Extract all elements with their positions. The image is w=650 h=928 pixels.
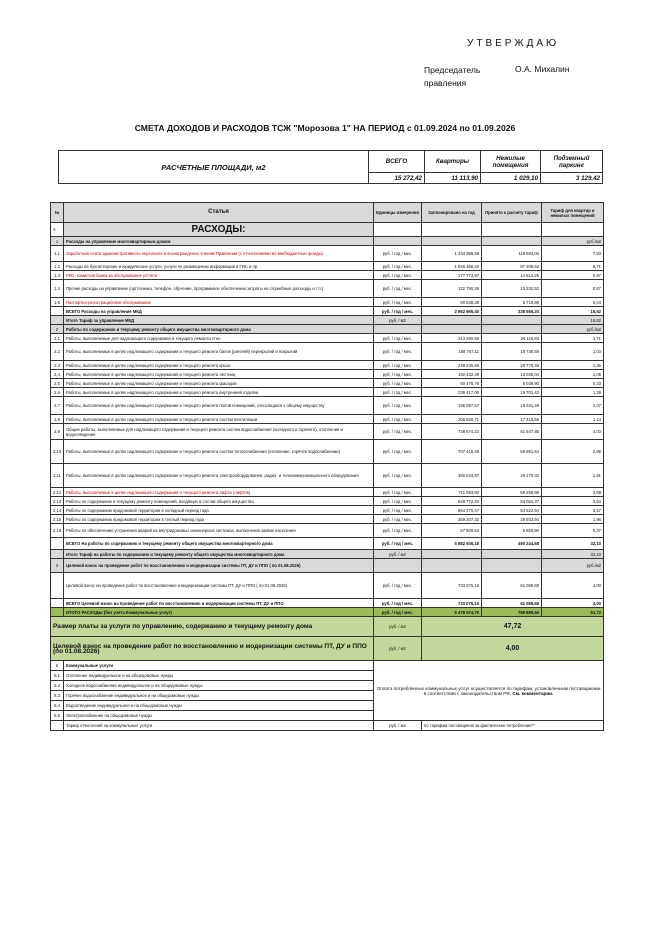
row-accepted: 16 341,49 xyxy=(482,397,542,415)
utility-number: 6.2 xyxy=(51,681,64,691)
row-title: Работы по обеспечению устранения аварий на внутридомовых инженерных системах, выполнения заявок населения xyxy=(64,524,374,538)
budget-row xyxy=(51,464,604,488)
row-planned: 648 772,40 xyxy=(422,497,482,506)
row-tariff: 1,71 xyxy=(542,334,604,343)
row-number xyxy=(51,538,64,550)
budget-table xyxy=(50,202,604,731)
row-planned: 1 434 996,58 xyxy=(422,246,482,262)
row-accepted xyxy=(482,559,542,573)
row-accepted: 61 089,68 xyxy=(482,599,542,608)
row-planned: 177 773,97 xyxy=(422,271,482,280)
row-unit: руб. / год / мес. xyxy=(374,280,422,298)
row-accepted: 54 064,37 xyxy=(482,497,542,506)
budget-row xyxy=(51,524,604,538)
row-number: 1.1 xyxy=(51,246,64,262)
row-number: 2.15 xyxy=(51,515,64,524)
row-number: 2.4 xyxy=(51,370,64,379)
row-title: ВСЕГО Расходы на управление МКД xyxy=(64,307,374,316)
row-title: Работы, выполняемые в целях надлежащего содержания и текущего ремонта лестниц xyxy=(64,370,374,379)
budget-row xyxy=(51,424,604,440)
row-planned xyxy=(422,559,482,573)
row-planned xyxy=(422,316,482,325)
row-planned: 313 390,56 xyxy=(422,334,482,343)
row-title: Итого Тариф за управление МКД xyxy=(64,316,374,325)
row-tariff: 1,07 xyxy=(542,397,604,415)
utility-number: 6.3 xyxy=(51,691,64,701)
budget-row xyxy=(51,334,604,343)
utilities-tariff-row xyxy=(51,721,604,731)
expenses-heading: РАСХОДЫ: xyxy=(64,223,374,237)
budget-row xyxy=(51,415,604,424)
row-number: 2.12 xyxy=(51,488,64,497)
row-unit: руб. / м2 xyxy=(374,316,422,325)
budget-row xyxy=(51,307,604,316)
budget-row xyxy=(51,246,604,262)
budget-row xyxy=(51,440,604,464)
row-title: Расходы на бухгалтерские и юридические услуги, услуги по размещению информации в ГИС и пр. xyxy=(64,262,374,271)
row-accepted: 119 583,05 xyxy=(482,246,542,262)
utilities-number: 6 xyxy=(51,661,64,671)
row-number xyxy=(51,573,64,599)
row-planned: 1 046 466,22 xyxy=(422,262,482,271)
row-number: 2.7 xyxy=(51,397,64,415)
utilities-note xyxy=(374,661,604,721)
row-planned: 2 862 665,40 xyxy=(422,307,482,316)
row-planned: 192 432,49 xyxy=(422,370,482,379)
row-accepted xyxy=(482,237,542,246)
row-tariff: 1,96 xyxy=(542,515,604,524)
col-header: Принято к расчету тариф xyxy=(482,203,542,223)
row-planned: 733 076,16 xyxy=(422,573,482,599)
row-tariff: 0,37 xyxy=(542,524,604,538)
row-title: Целевой взнос на проведение работ по восстановлению и модернизации системы ПТ, ДУ и ППО ( по 01.08.2026) xyxy=(64,559,374,573)
row-unit: руб. / год / мес. xyxy=(374,343,422,361)
row-planned: 711 083,80 xyxy=(422,488,482,497)
row-accepted: 29 170,32 xyxy=(482,464,542,488)
row-tariff: 4,03 xyxy=(542,424,604,440)
row-planned: 208 926,71 xyxy=(422,415,482,424)
utilities-tariff-number xyxy=(51,721,64,731)
areas-value: 15 272,42 xyxy=(369,173,425,184)
utilities-note-bold: См. комментарии. xyxy=(512,690,554,696)
col-header: Статья xyxy=(64,203,374,223)
row-accepted: 54 522,54 xyxy=(482,506,542,515)
summary-row xyxy=(51,617,604,637)
utility-number: 6.5 xyxy=(51,711,64,721)
utility-title: Горячее водоснабжение индивидуальное и на общедомовые нужды xyxy=(64,691,374,701)
budget-row xyxy=(51,370,604,379)
budget-row xyxy=(51,599,604,608)
row-title: Работы, выполняемые в целях надлежащего содержания и текущего ремонта полов помещений, относящихся к общему имуществу xyxy=(64,397,374,415)
row-planned: 350 043,87 xyxy=(422,464,482,488)
row-unit: руб. / год / мес. xyxy=(374,361,422,370)
row-tariff: 15,62 xyxy=(542,316,604,325)
summary-unit: руб. / м2 xyxy=(374,637,422,661)
row-accepted: 29 933,94 xyxy=(482,515,542,524)
row-number: 2.1 xyxy=(51,334,64,343)
row-unit: руб. / год / мес. xyxy=(374,573,422,599)
summary-unit: руб. / м2 xyxy=(374,617,422,637)
row-unit: руб. / год / мес. xyxy=(374,307,422,316)
row-accepted: 15 730,59 xyxy=(482,343,542,361)
row-accepted xyxy=(482,325,542,334)
row-planned: 738 574,23 xyxy=(422,424,482,440)
utility-number: 6.1 xyxy=(51,671,64,681)
row-accepted: 14 814,25 xyxy=(482,271,542,280)
budget-row xyxy=(51,271,604,280)
areas-value: 1 029,10 xyxy=(481,173,541,184)
row-title: Работы, выполняемые в целях надлежащего содержания и текущего ремонта балок (ригелей) перекрытий и покрытий xyxy=(64,343,374,361)
budget-row xyxy=(51,280,604,298)
row-tariff: 32,10 xyxy=(542,538,604,550)
budget-row xyxy=(51,237,604,246)
row-unit: руб. / год / мес. xyxy=(374,524,422,538)
row-title: Паспортно-регистрационное обслуживание xyxy=(64,298,374,307)
row-unit xyxy=(374,237,422,246)
row-number: 2.11 xyxy=(51,464,64,488)
row-title: Расходы на управление многоквартирным домом xyxy=(64,237,374,246)
row-planned: 67 809,54 xyxy=(422,524,482,538)
row-tariff: 4,00 xyxy=(542,573,604,599)
row-tariff: 1,14 xyxy=(542,415,604,424)
row-title: РКО, комиссия банка за обслуживание р/счета xyxy=(64,271,374,280)
budget-row xyxy=(51,343,604,361)
row-planned xyxy=(422,237,482,246)
row-title: ИТОГО РАСХОДЫ (без учета Коммунальных услуг) xyxy=(64,608,374,617)
row-accepted: 19 701,42 xyxy=(482,388,542,397)
row-number: 2.13 xyxy=(51,497,64,506)
row-unit: руб. / год / мес. xyxy=(374,464,422,488)
row-tariff: 0,67 xyxy=(542,280,604,298)
budget-row xyxy=(51,497,604,506)
row-accepted: 87 205,52 xyxy=(482,262,542,271)
row-tariff: 4,00 xyxy=(542,599,604,608)
budget-row xyxy=(51,325,604,334)
row-unit: руб. / год / мес. xyxy=(374,538,422,550)
row-number: 2 xyxy=(51,325,64,334)
row-tariff: 0,97 xyxy=(542,271,604,280)
row-title: Работы, выполняемые в целях надлежащего содержания и текущего ремонта систем вентиляции xyxy=(64,415,374,424)
col-header: № xyxy=(51,203,64,223)
row-title: Работы, выполняемые в целях надлежащего содержания и текущего ремонта лифта (лифтов) xyxy=(64,488,374,497)
document-title: СМЕТА ДОХОДОВ И РАСХОДОВ ТСЖ "Морозова 1" НА ПЕРИОД с 01.09.2024 по 01.09.2026 xyxy=(134,123,516,133)
row-unit: руб. / м2 xyxy=(374,550,422,559)
row-tariff: 15,62 xyxy=(542,307,604,316)
row-unit: руб. / год / мес. xyxy=(374,370,422,379)
budget-row xyxy=(51,538,604,550)
row-accepted: 16 036,04 xyxy=(482,370,542,379)
row-tariff: 3,88 xyxy=(542,488,604,497)
row-tariff: 0,44 xyxy=(542,298,604,307)
row-unit: руб. / год / мес. xyxy=(374,599,422,608)
budget-row xyxy=(51,573,604,599)
row-title: Общие работы, выполняемые для надлежащего содержания и текущего ремонта систем водоснабжения (холодного и горячего), отопления и водоотведения xyxy=(64,424,374,440)
utilities-note-text: Оплата потребленных коммунальных услуг осуществляется по тарифам, установленным поставщиками в соответствии с законодательством РФ. xyxy=(376,685,601,696)
summary-row xyxy=(51,637,604,661)
row-accepted: 5 650,80 xyxy=(482,524,542,538)
row-unit: руб. / год / мес. xyxy=(374,515,422,524)
row-accepted: 26 115,84 xyxy=(482,334,542,343)
budget-row xyxy=(51,550,604,559)
col-header: Запланировано на год xyxy=(422,203,482,223)
budget-row xyxy=(51,316,604,325)
row-unit: руб. / год / мес. xyxy=(374,334,422,343)
row-tariff: руб./м2 xyxy=(542,559,604,573)
budget-row xyxy=(51,379,604,388)
row-planned xyxy=(422,325,482,334)
budget-row xyxy=(51,262,604,271)
budget-row xyxy=(51,361,604,370)
approver-name: О.А. Михалин xyxy=(515,64,570,74)
row-tariff: 1,05 xyxy=(542,370,604,379)
row-tariff: 1,91 xyxy=(542,464,604,488)
budget-row xyxy=(51,608,604,617)
row-title: Работы, выполняемые в целях надлежащего содержания и текущего ремонта систем теплоснабжения (отопление, горячее водоснабжение) xyxy=(64,440,374,464)
row-accepted: 5 039,90 xyxy=(482,379,542,388)
utility-title: Холодное водоснабжение индивидуальное и на общедомовые нужды xyxy=(64,681,374,691)
areas-label: РАСЧЕТНЫЕ ПЛОЩАДИ, м2 xyxy=(59,151,369,184)
row-number xyxy=(51,316,64,325)
row-title: Работы, выполняемые в целях надлежащего содержания и текущего ремонта электрооборудования, радио- и телекоммуникационного оборудования xyxy=(64,464,374,488)
row-accepted: 61 547,85 xyxy=(482,424,542,440)
row-unit: руб. / год / мес. xyxy=(374,415,422,424)
row-tariff: 3,57 xyxy=(542,506,604,515)
row-number: 2.16 xyxy=(51,524,64,538)
budget-row xyxy=(51,559,604,573)
row-accepted xyxy=(482,316,542,325)
row-accepted xyxy=(482,550,542,559)
row-number xyxy=(51,608,64,617)
row-planned: 122 790,26 xyxy=(422,280,482,298)
row-tariff: руб./м2 xyxy=(542,325,604,334)
row-number: 3 xyxy=(51,559,64,573)
budget-row xyxy=(51,488,604,497)
row-unit: руб. / год / мес. xyxy=(374,608,422,617)
utility-title: Отопление индивидуальное и на общедомовые нужды xyxy=(64,671,374,681)
row-planned: 707 418,49 xyxy=(422,440,482,464)
utility-title: Водоотведение индивидуальное и на общедомовые нужды xyxy=(64,701,374,711)
utility-title: Электроснабжение на общедомовые нужды xyxy=(64,711,374,721)
row-tariff: 3,86 xyxy=(542,440,604,464)
row-unit: руб. / год / мес. xyxy=(374,397,422,415)
row-title: Работы по содержанию и текущему ремонту помещений, входящих в состав общего имущества xyxy=(64,497,374,506)
row-unit: руб. / год / мес. xyxy=(374,379,422,388)
row-title: Работы, выполняемые в целях надлежащего содержания и текущего ремонта крыш xyxy=(64,361,374,370)
row-unit xyxy=(374,325,422,334)
row-planned: 733 076,16 xyxy=(422,599,482,608)
row-title: Целевой взнос на проведение работ по восстановлению и модернизации системы ПТ, ДУ и ППО ( по 01.08.2026) xyxy=(64,573,374,599)
row-planned: 654 270,47 xyxy=(422,506,482,515)
row-number: 2.5 xyxy=(51,379,64,388)
budget-row xyxy=(51,515,604,524)
row-tariff: 51,72 xyxy=(542,608,604,617)
summary-label: Целевой взнос на проведение работ по восстановлению и модернизации системы ПТ, ДУ и ППО (по 01.08.2026) xyxy=(51,637,374,661)
row-tariff: 1,03 xyxy=(542,343,604,361)
row-number: 2.8 xyxy=(51,415,64,424)
budget-row xyxy=(51,388,604,397)
approver-role: Председатель правления xyxy=(424,65,481,88)
row-unit: руб. / год / мес. xyxy=(374,424,422,440)
areas-table xyxy=(58,150,603,184)
areas-header: Нежилые помещения xyxy=(481,151,541,173)
row-number: 1.2 xyxy=(51,262,64,271)
row-number: 1.3 xyxy=(51,271,64,280)
row-number xyxy=(51,599,64,608)
row-tariff: 0,33 xyxy=(542,379,604,388)
row-title: ВСЕГО Целевой взнос на проведение работ по восстановлению и модернизации системы ПТ, ДУ и ППО xyxy=(64,599,374,608)
row-planned: 60 478,76 xyxy=(422,379,482,388)
summary-value: 4,00 xyxy=(422,637,604,661)
row-title: Работы по содержанию придомовой территории в теплый период года xyxy=(64,515,374,524)
row-unit: руб. / год / мес. xyxy=(374,298,422,307)
row-tariff: 32,10 xyxy=(542,550,604,559)
row-title: Работы, выполняемые в целях надлежащего содержания и текущего ремонта внутренней отделки xyxy=(64,388,374,397)
budget-row xyxy=(51,298,604,307)
row-unit: руб. / год / мес. xyxy=(374,506,422,515)
utility-number: 6.4 xyxy=(51,701,64,711)
row-accepted: 238 555,20 xyxy=(482,307,542,316)
utilities-tariff-value: по тарифам поставщиков за фактическое потребление** xyxy=(422,721,604,731)
col-header: Единицы измерения xyxy=(374,203,422,223)
row-accepted: 17 410,56 xyxy=(482,415,542,424)
row-number xyxy=(51,307,64,316)
row-accepted: 490 244,68 xyxy=(482,538,542,550)
approval-stamp: УТВЕРЖДАЮ xyxy=(467,38,560,49)
budget-row xyxy=(51,397,604,415)
row-number: 2.2 xyxy=(51,343,64,361)
row-accepted: 6 719,86 xyxy=(482,298,542,307)
row-tariff: 5,71 xyxy=(542,262,604,271)
row-number: 2.3 xyxy=(51,361,64,370)
row-accepted: 58 951,54 xyxy=(482,440,542,464)
row-title: Работы по содержанию придомовой территории в холодный период года xyxy=(64,506,374,515)
row-number: 2.14 xyxy=(51,506,64,515)
row-unit: руб. / год / мес. xyxy=(374,271,422,280)
row-number: 2.10 xyxy=(51,440,64,464)
row-tariff: 7,83 xyxy=(542,246,604,262)
row-planned: 196 097,67 xyxy=(422,397,482,415)
row-number: 2.6 xyxy=(51,388,64,397)
budget-row xyxy=(51,506,604,515)
row-planned: 9 478 674,75 xyxy=(422,608,482,617)
row-planned: 188 767,11 xyxy=(422,343,482,361)
areas-value: 3 129,42 xyxy=(541,173,603,184)
row-planned: 249 245,69 xyxy=(422,361,482,370)
row-tariff: руб./м2 xyxy=(542,237,604,246)
row-title: Работы, выполняемые для надлежащего содержания и текущего ремонта стен xyxy=(64,334,374,343)
col-header: Тариф для квартир и нежилых помещений xyxy=(542,203,604,223)
row-planned: 80 638,38 xyxy=(422,298,482,307)
row-unit: руб. / год / мес. xyxy=(374,440,422,464)
row-unit: руб. / год / мес. xyxy=(374,488,422,497)
row-number: 1.5 xyxy=(51,298,64,307)
row-title: Работы по содержанию и текущему ремонту общего имущества многоквартирного дома xyxy=(64,325,374,334)
row-planned: 5 882 936,18 xyxy=(422,538,482,550)
row-planned: 359 207,32 xyxy=(422,515,482,524)
section-letter: А xyxy=(51,223,64,237)
row-accepted: 59 256,98 xyxy=(482,488,542,497)
row-number: 2.9 xyxy=(51,424,64,440)
areas-value: 11 113,90 xyxy=(425,173,481,184)
row-tariff: 1,29 xyxy=(542,388,604,397)
row-unit: руб. / год / мес. xyxy=(374,497,422,506)
row-accepted: 789 889,56 xyxy=(482,608,542,617)
row-unit: руб. / год / мес. xyxy=(374,388,422,397)
row-accepted: 20 770,48 xyxy=(482,361,542,370)
row-unit: руб. / год / мес. xyxy=(374,246,422,262)
utilities-tariff-unit: руб. / м2 xyxy=(374,721,422,731)
row-accepted: 10 232,52 xyxy=(482,280,542,298)
row-title: ВСЕГО На работы по содержанию и текущему ремонту общего имущества многоквартирного дома xyxy=(64,538,374,550)
row-planned: 236 417,06 xyxy=(422,388,482,397)
row-number xyxy=(51,550,64,559)
row-number: 1.4 xyxy=(51,280,64,298)
summary-label: Размер платы за услуги по управлению, содержанию и текущему ремонту дома xyxy=(51,617,374,637)
utilities-header-row xyxy=(51,661,604,671)
areas-header: Квартиры xyxy=(425,151,481,173)
row-unit xyxy=(374,559,422,573)
row-planned xyxy=(422,550,482,559)
areas-header: ВСЕГО xyxy=(369,151,425,173)
areas-header: Подземный паркинг xyxy=(541,151,603,173)
row-title: Заработная плата административного персонала и вознаграждение членам Правления (с отчислениями во внебюджетные фонды) xyxy=(64,246,374,262)
utilities-title: Коммунальные услуги xyxy=(64,661,374,671)
row-title: Работы, выполняемые в целях надлежащего содержания и текущего ремонта фасадов xyxy=(64,379,374,388)
row-accepted: 61 089,68 xyxy=(482,573,542,599)
row-title: Итого Тариф на работы по содержанию и текущему ремонту общего имущества многоквартирного дома xyxy=(64,550,374,559)
row-title: Прочие расходы на управление (оргтехника, телефон, обучение, программное обеспечение,затраты на служебные разъезды и т.п.) xyxy=(64,280,374,298)
summary-value: 47,72 xyxy=(422,617,604,637)
row-tariff: 3,54 xyxy=(542,497,604,506)
row-number: 1 xyxy=(51,237,64,246)
utilities-tariff-label: Тариф отчислений на коммунальные услуги xyxy=(64,721,374,731)
row-unit: руб. / год / мес. xyxy=(374,262,422,271)
row-tariff: 1,36 xyxy=(542,361,604,370)
